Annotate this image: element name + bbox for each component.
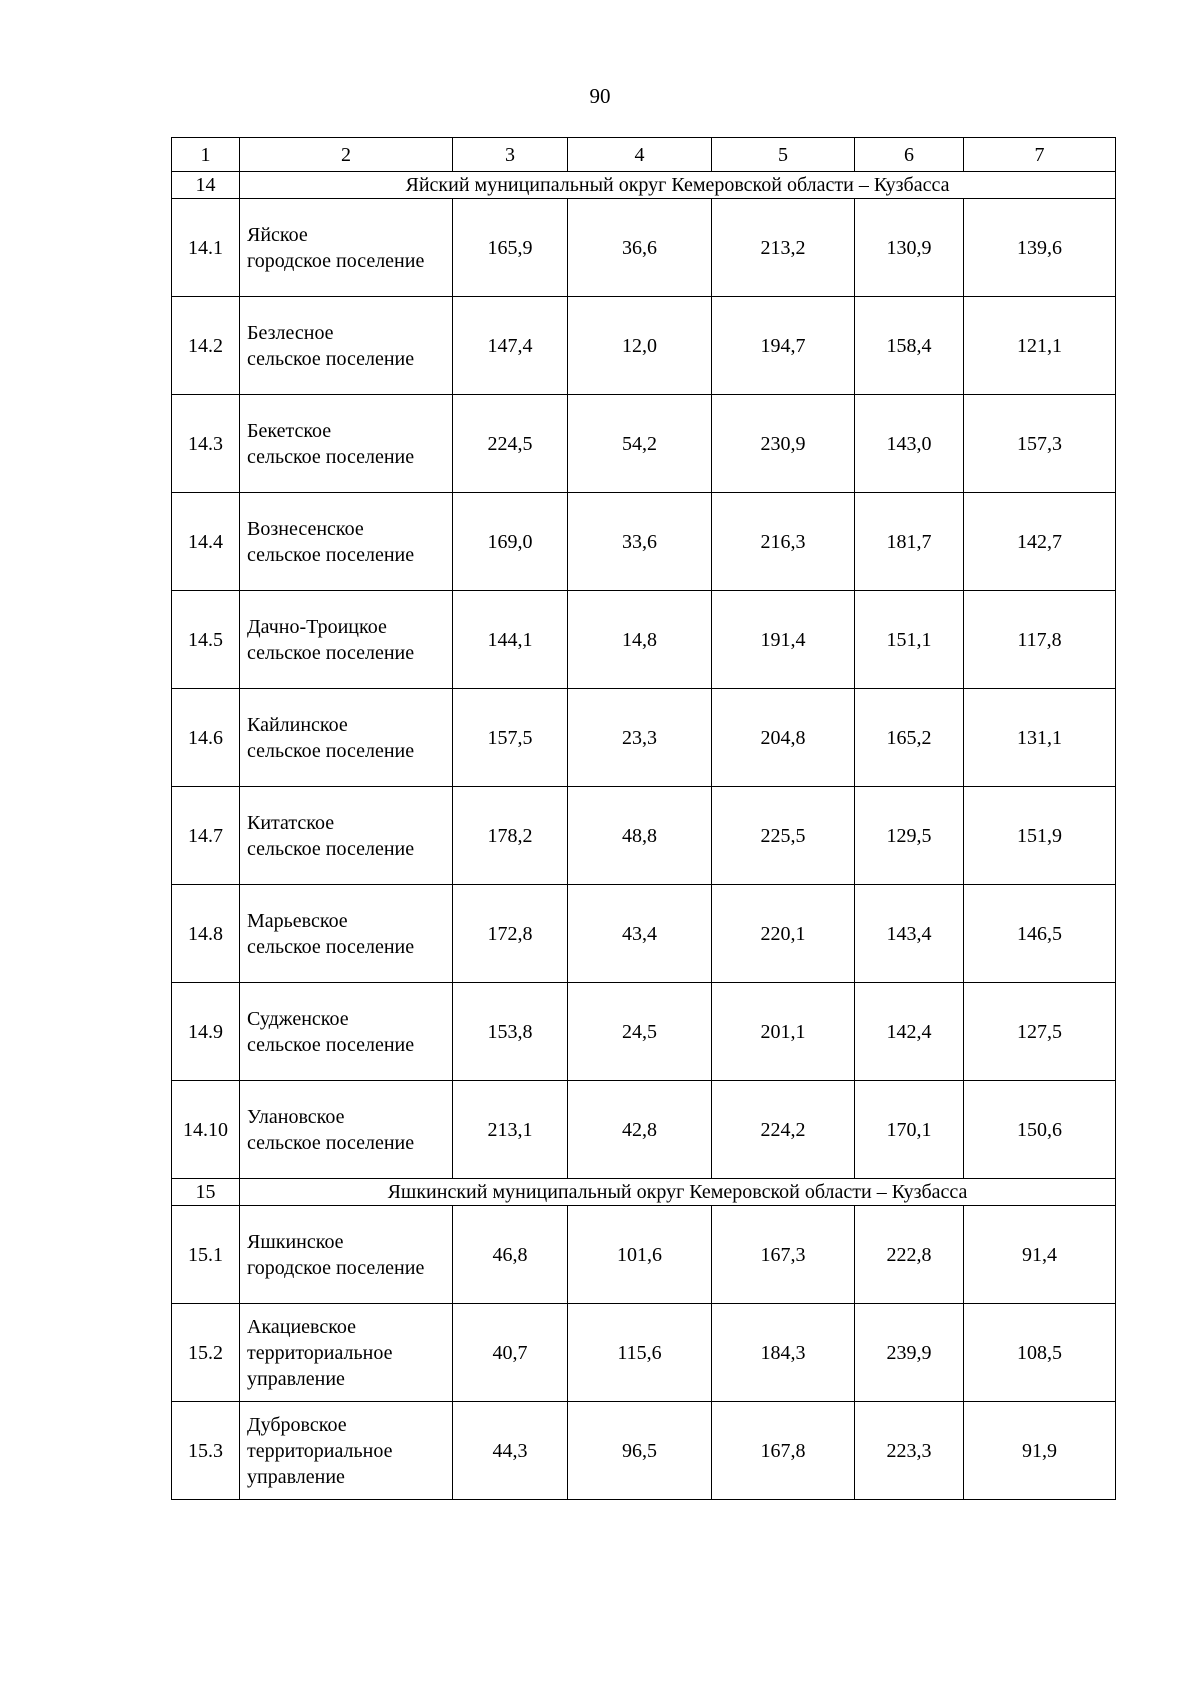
settlement-name [240, 591, 453, 689]
row-number: 15.1 [172, 1206, 240, 1304]
value-cell: 127,5 [964, 983, 1116, 1081]
value-cell: 181,7 [855, 493, 964, 591]
group-number: 14 [172, 172, 240, 199]
settlement-name-line: Яйское [247, 223, 308, 246]
row-number: 14.8 [172, 885, 240, 983]
settlement-name-line: Яшкинское [247, 1230, 344, 1253]
value-cell: 91,9 [964, 1402, 1116, 1500]
value-cell: 167,8 [712, 1402, 855, 1500]
value-cell: 191,4 [712, 591, 855, 689]
value-cell: 184,3 [712, 1304, 855, 1402]
value-cell: 151,1 [855, 591, 964, 689]
value-cell: 224,5 [453, 395, 568, 493]
value-cell: 213,1 [453, 1081, 568, 1179]
value-cell: 157,3 [964, 395, 1116, 493]
column-header: 5 [712, 138, 855, 172]
settlement-name-line: сельское поселение [247, 837, 415, 860]
settlement-name [240, 1081, 453, 1179]
settlement-name [240, 1304, 453, 1402]
settlement-name-line: Марьевское [247, 909, 348, 932]
row-number: 14.10 [172, 1081, 240, 1179]
row-number: 14.9 [172, 983, 240, 1081]
value-cell: 91,4 [964, 1206, 1116, 1304]
value-cell: 40,7 [453, 1304, 568, 1402]
value-cell: 170,1 [855, 1081, 964, 1179]
settlement-name-line: управление [247, 1367, 345, 1390]
table-row [172, 1081, 1116, 1179]
group-row [172, 172, 1116, 199]
table-row [172, 787, 1116, 885]
settlement-name [240, 983, 453, 1081]
row-number: 14.4 [172, 493, 240, 591]
row-number: 14.6 [172, 689, 240, 787]
value-cell: 157,5 [453, 689, 568, 787]
value-cell: 143,4 [855, 885, 964, 983]
row-number: 15.3 [172, 1402, 240, 1500]
row-number: 15.2 [172, 1304, 240, 1402]
settlement-name [240, 787, 453, 885]
row-number: 14.3 [172, 395, 240, 493]
group-title: Яйский муниципальный округ Кемеровской области – Кузбасса [240, 172, 1116, 199]
table-row [172, 983, 1116, 1081]
value-cell: 36,6 [568, 199, 712, 297]
group-title: Яшкинский муниципальный округ Кемеровской области – Кузбасса [240, 1179, 1116, 1206]
table-row [172, 1402, 1116, 1500]
value-cell: 46,8 [453, 1206, 568, 1304]
value-cell: 129,5 [855, 787, 964, 885]
value-cell: 146,5 [964, 885, 1116, 983]
settlement-name-line: Судженское [247, 1007, 349, 1030]
settlement-name-line: Кайлинское [247, 713, 348, 736]
value-cell: 178,2 [453, 787, 568, 885]
column-header: 7 [964, 138, 1116, 172]
settlement-name-line: Дачно-Троицкое [247, 615, 387, 638]
value-cell: 172,8 [453, 885, 568, 983]
table-row [172, 1304, 1116, 1402]
settlement-name-line: сельское поселение [247, 641, 415, 664]
settlement-name-line: сельское поселение [247, 739, 415, 762]
value-cell: 43,4 [568, 885, 712, 983]
settlement-name-line: сельское поселение [247, 1033, 415, 1056]
row-number: 14.7 [172, 787, 240, 885]
settlement-name [240, 885, 453, 983]
value-cell: 139,6 [964, 199, 1116, 297]
value-cell: 130,9 [855, 199, 964, 297]
settlement-name [240, 689, 453, 787]
settlement-name [240, 297, 453, 395]
settlement-name-line: Улановское [247, 1105, 345, 1128]
row-number: 14.1 [172, 199, 240, 297]
settlement-name-line: сельское поселение [247, 935, 415, 958]
column-header: 3 [453, 138, 568, 172]
table-row [172, 395, 1116, 493]
settlement-name-line: Акациевское [247, 1315, 357, 1338]
value-cell: 216,3 [712, 493, 855, 591]
value-cell: 194,7 [712, 297, 855, 395]
value-cell: 117,8 [964, 591, 1116, 689]
value-cell: 150,6 [964, 1081, 1116, 1179]
settlement-name-line: сельское поселение [247, 347, 415, 370]
settlement-name-line: сельское поселение [247, 1131, 415, 1154]
value-cell: 165,9 [453, 199, 568, 297]
group-row [172, 1179, 1116, 1206]
settlement-name-line: Дубровское [247, 1413, 347, 1436]
value-cell: 204,8 [712, 689, 855, 787]
value-cell: 143,0 [855, 395, 964, 493]
value-cell: 142,7 [964, 493, 1116, 591]
value-cell: 14,8 [568, 591, 712, 689]
value-cell: 165,2 [855, 689, 964, 787]
table-row [172, 689, 1116, 787]
value-cell: 147,4 [453, 297, 568, 395]
value-cell: 230,9 [712, 395, 855, 493]
table-row [172, 297, 1116, 395]
column-header: 6 [855, 138, 964, 172]
settlement-name [240, 493, 453, 591]
value-cell: 12,0 [568, 297, 712, 395]
table-row [172, 493, 1116, 591]
settlement-name-line: управление [247, 1465, 345, 1488]
value-cell: 213,2 [712, 199, 855, 297]
table-body [172, 138, 1116, 1500]
page-number: 90 [589, 84, 611, 108]
data-table [171, 137, 1116, 1500]
column-header: 2 [240, 138, 453, 172]
settlement-name-line: городское поселение [247, 249, 425, 272]
value-cell: 239,9 [855, 1304, 964, 1402]
settlement-name-line: Безлесное [247, 321, 334, 344]
row-number: 14.2 [172, 297, 240, 395]
value-cell: 167,3 [712, 1206, 855, 1304]
settlement-name-line: сельское поселение [247, 543, 415, 566]
value-cell: 54,2 [568, 395, 712, 493]
value-cell: 151,9 [964, 787, 1116, 885]
value-cell: 223,3 [855, 1402, 964, 1500]
value-cell: 144,1 [453, 591, 568, 689]
value-cell: 225,5 [712, 787, 855, 885]
value-cell: 153,8 [453, 983, 568, 1081]
settlement-name [240, 1402, 453, 1500]
settlement-name-line: территориальное [247, 1439, 393, 1462]
row-number: 14.5 [172, 591, 240, 689]
column-header: 1 [172, 138, 240, 172]
table-row [172, 199, 1116, 297]
value-cell: 44,3 [453, 1402, 568, 1500]
settlement-name [240, 395, 453, 493]
settlement-name-line: городское поселение [247, 1256, 425, 1279]
table-row [172, 1206, 1116, 1304]
value-cell: 96,5 [568, 1402, 712, 1500]
settlement-name [240, 199, 453, 297]
value-cell: 222,8 [855, 1206, 964, 1304]
value-cell: 42,8 [568, 1081, 712, 1179]
value-cell: 121,1 [964, 297, 1116, 395]
table-row [172, 885, 1116, 983]
settlement-name-line: Китатское [247, 811, 335, 834]
value-cell: 131,1 [964, 689, 1116, 787]
value-cell: 33,6 [568, 493, 712, 591]
settlement-name-line: Вознесенское [247, 517, 364, 540]
value-cell: 158,4 [855, 297, 964, 395]
value-cell: 101,6 [568, 1206, 712, 1304]
settlement-name-line: сельское поселение [247, 445, 415, 468]
value-cell: 108,5 [964, 1304, 1116, 1402]
value-cell: 48,8 [568, 787, 712, 885]
group-number: 15 [172, 1179, 240, 1206]
column-number-header-row [172, 138, 1116, 172]
value-cell: 201,1 [712, 983, 855, 1081]
value-cell: 169,0 [453, 493, 568, 591]
settlement-name-line: территориальное [247, 1341, 393, 1364]
settlement-name [240, 1206, 453, 1304]
value-cell: 224,2 [712, 1081, 855, 1179]
value-cell: 115,6 [568, 1304, 712, 1402]
value-cell: 23,3 [568, 689, 712, 787]
column-header: 4 [568, 138, 712, 172]
settlement-name-line: Бекетское [247, 419, 332, 442]
value-cell: 220,1 [712, 885, 855, 983]
value-cell: 142,4 [855, 983, 964, 1081]
table-row [172, 591, 1116, 689]
value-cell: 24,5 [568, 983, 712, 1081]
